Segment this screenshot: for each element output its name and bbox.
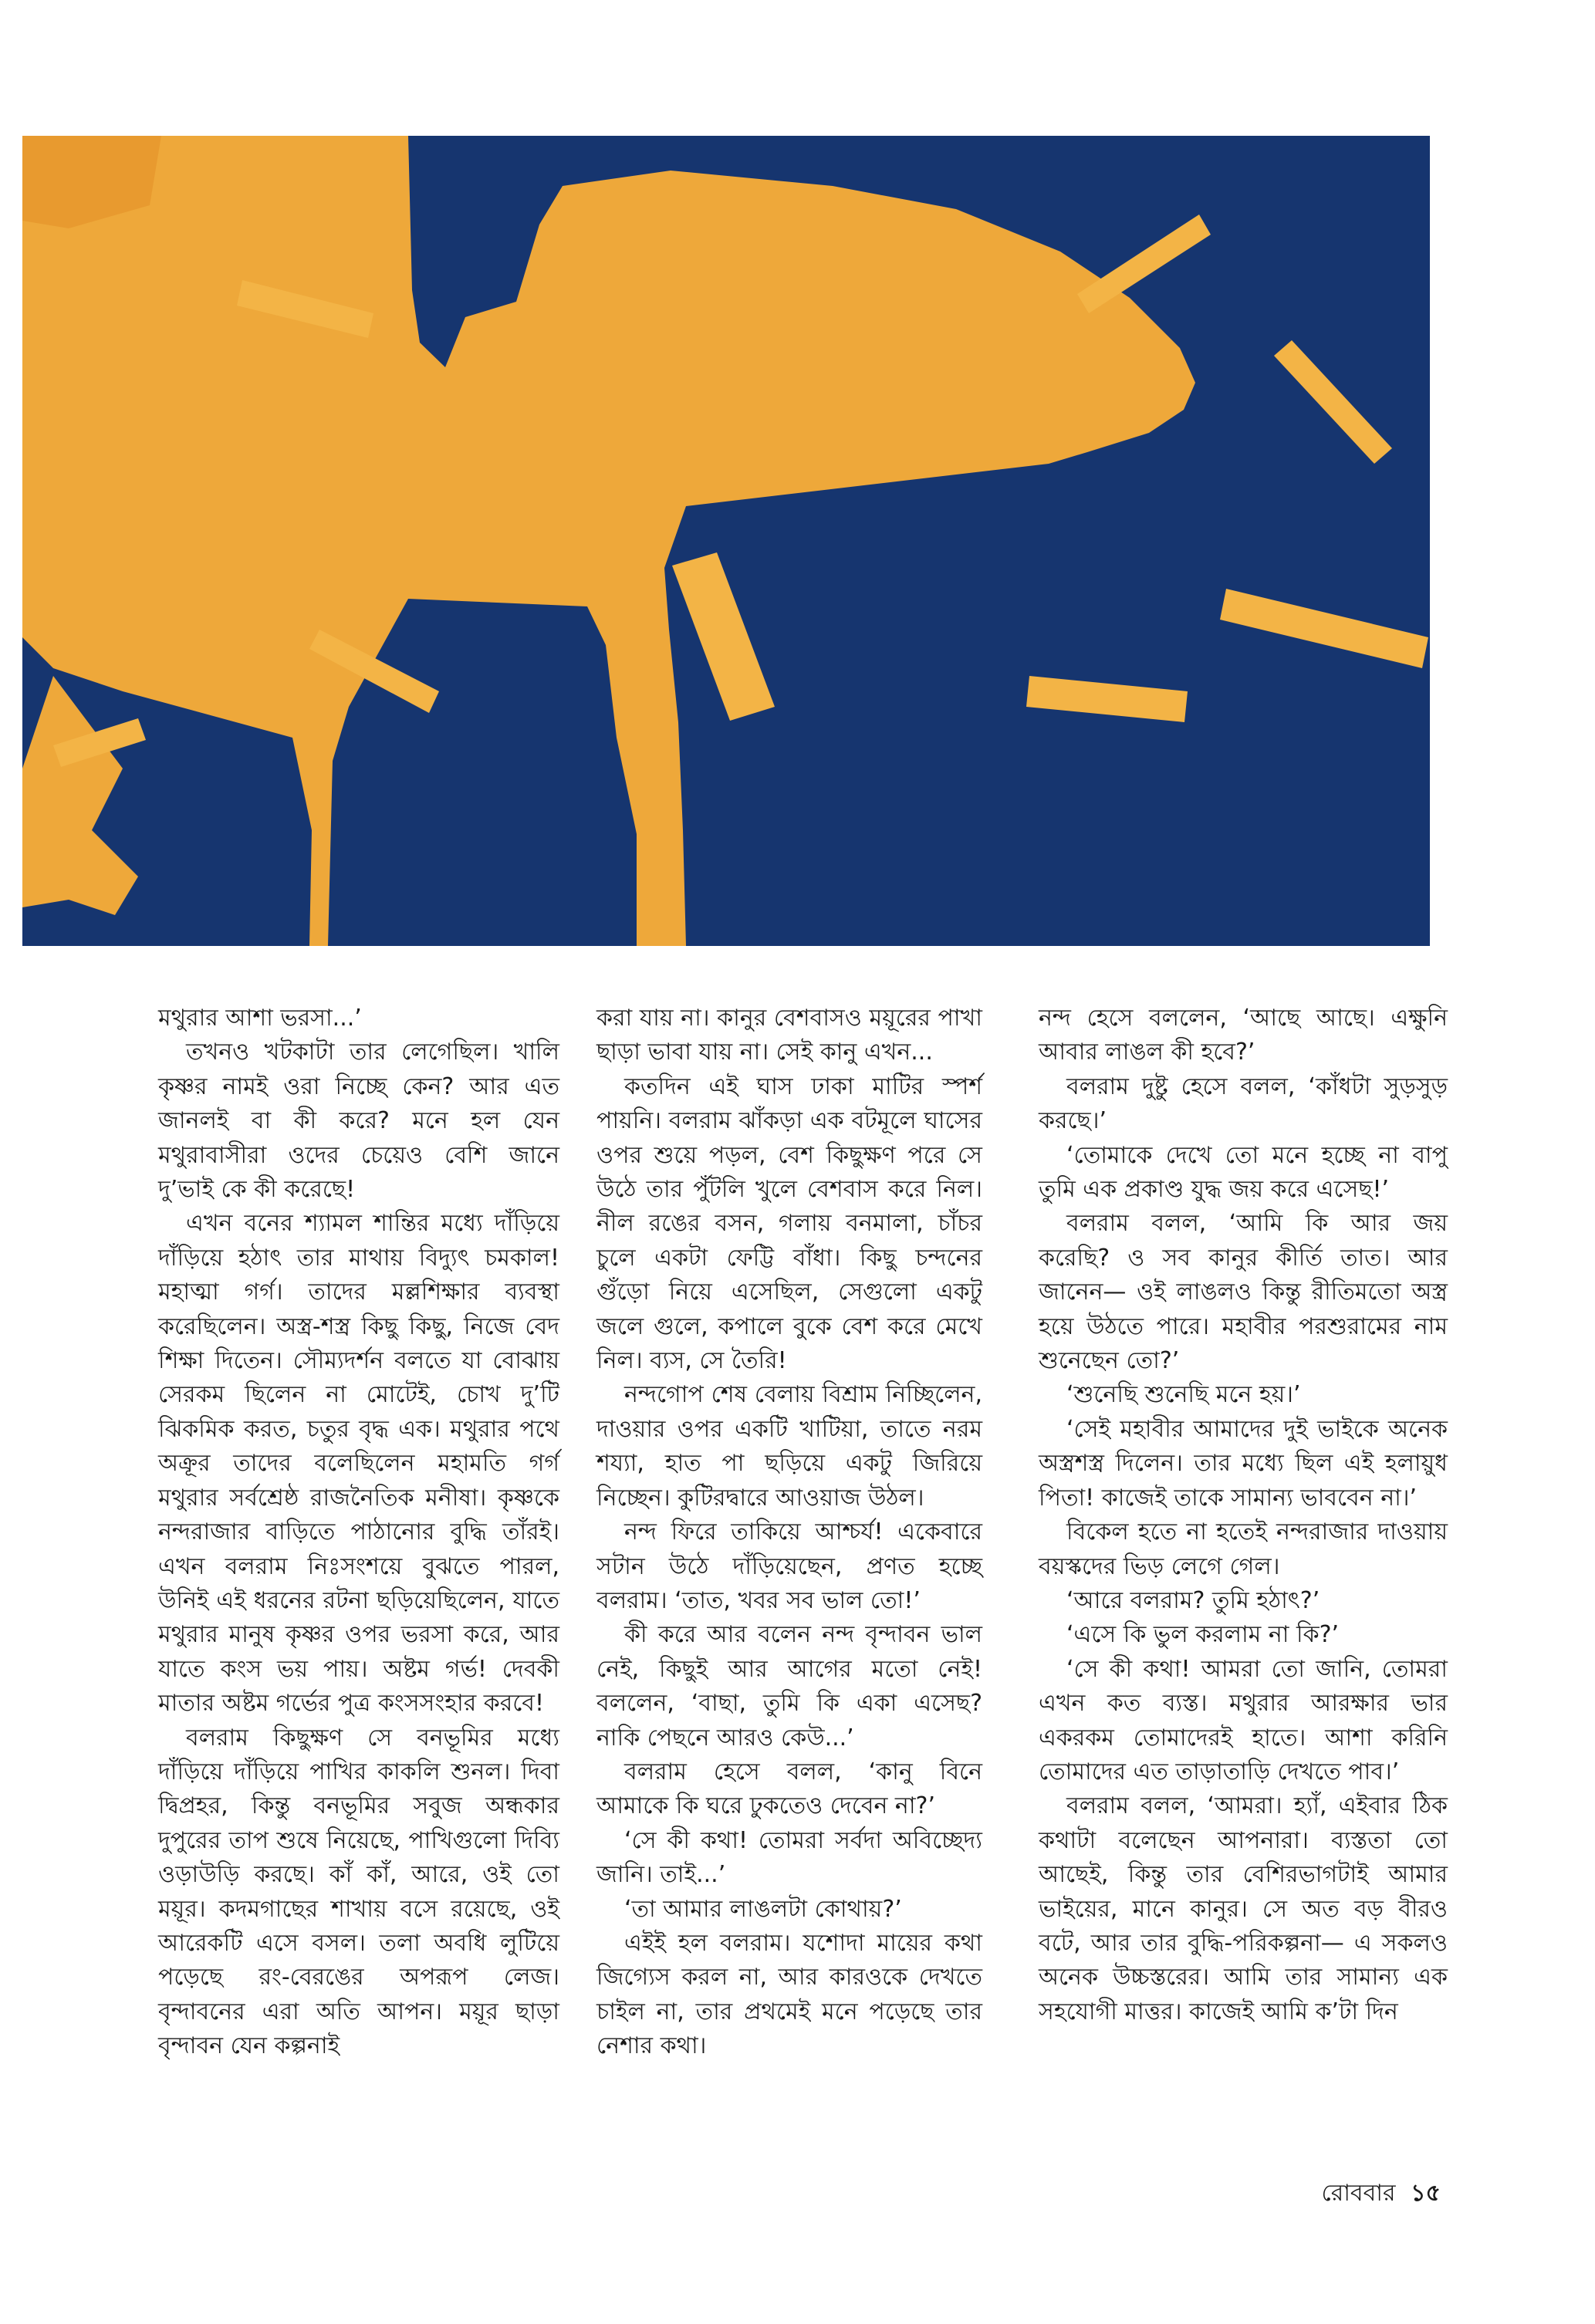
cover-illustration	[22, 136, 1430, 946]
article-paragraph: তখনও খটকাটা তার লেগেছিল। খালি কৃষ্ণর নামই ওরা নিচ্ছে কেন? আর এত জানলই বা কী করে? মনে হল যেন মথুরাবাসীরা ওদের চেয়েও বেশি জানে দু’ভাই কে কী করেছে!	[158, 1039, 559, 1204]
article-paragraph: ‘সে কী কথা! তোমরা সর্বদা অবিচ্ছেদ্য জানি। তাই...’	[596, 1826, 982, 1889]
article-paragraph: এইই হল বলরাম। যশোদা মায়ের কথা জিগ্যেস করল না, আর কারওকে দেখতে চাইল না, তার প্রথমেই মনে পড়েছে তার নেশার কথা।	[596, 1929, 982, 2060]
article-paragraph: করা যায় না। কানুর বেশবাসও ময়ূরের পাখা ছাড়া ভাবা যায় না। সেই কানু এখন...	[596, 1005, 982, 1066]
article-paragraph: ‘সে কী কথা! আমরা তো জানি, তোমরা এখন কত ব্যস্ত। মথুরার আরক্ষার ভার একরকম তোমাদেরই হাতে। আশা করিনি তোমাদের এত তাড়াতাড়ি দেখতে পাব।’	[1039, 1655, 1448, 1785]
page-footer	[1322, 2174, 1441, 2214]
article-paragraph: বিকেল হতে না হতেই নন্দরাজার দাওয়ায় বয়স্কদের ভিড় লেগে গেল।	[1039, 1518, 1448, 1580]
article-paragraph: মথুরার আশা ভরসা...’	[158, 1005, 362, 1032]
article-paragraph: বলরাম দুষ্টু হেসে বলল, ‘কাঁধটা সুড়সুড় করছে।’	[1039, 1072, 1448, 1135]
article-paragraph: বলরাম বলল, ‘আমরা। হ্যাঁ, এইবার ঠিক কথাটা বলেছেন আপনারা। ব্যস্ততা তো আছেই, কিন্তু তার বেশিরভাগটাই আমার ভাইয়ের, মানে কানুর। সে অত বড় বীরও বটে, আর তার বুদ্ধি-পরিকল্পনা— এ সকলও অনেক উচ্চস্তরের। আমি তার সামান্য এক সহযোগী মাত্তর। কাজেই আমি ক’টা দিন	[1039, 1792, 1448, 2025]
article-paragraph: ‘শুনেছি শুনেছি মনে হয়।’	[1066, 1381, 1301, 1409]
article-paragraph: ‘তোমাকে দেখে তো মনে হচ্ছে না বাপু তুমি এক প্রকাণ্ড যুদ্ধ জয় করে এসেছ!’	[1039, 1141, 1448, 1204]
article-column-1	[158, 1002, 559, 2064]
article-paragraph: বলরাম হেসে বলল, ‘কানু বিনে আমাকে কি ঘরে ঢুকতেও দেবেন না?’	[596, 1758, 982, 1820]
article-paragraph: বলরাম বলল, ‘আমি কি আর জয় করেছি? ও সব কানুর কীর্তি তাত। আর জানেন— ওই লাঙলও কিন্তু রীতিমতো অস্ত্র হয়ে উঠতে পারে। মহাবীর পরশুরামের নাম শুনেছেন তো?’	[1039, 1210, 1448, 1375]
article-paragraph: নন্দ হেসে বললেন, ‘আছে আছে। এক্ষুনি আবার লাঙল কী হবে?’	[1039, 1005, 1448, 1066]
article-paragraph: ‘আরে বলরাম? তুমি হঠাৎ?’	[1066, 1586, 1320, 1614]
article-paragraph: এখন বনের শ্যামল শান্তির মধ্যে দাঁড়িয়ে দাঁড়িয়ে হঠাৎ তার মাথায় বিদ্যুৎ চমকাল! মহাত্মা গর্গ। তাদের মল্লশিক্ষার ব্যবস্থা করেছিলেন। অস্ত্র-শস্ত্র কিছু কিছু, নিজে বেদ শিক্ষা দিতেন। সৌম্যদর্শন বলতে যা বোঝায় সেরকম ছিলেন না মোটেই, চোখ দু’টি ঝিকমিক করত, চতুর বৃদ্ধ এক। মথুরার পথে অক্রূর তাদের বলেছিলেন মহামতি গর্গ মথুরার সর্বশ্রেষ্ঠ রাজনৈতিক মনীষা। কৃষ্ণকে নন্দরাজার বাড়িতে পাঠানোর বুদ্ধি তাঁরই। এখন বলরাম নিঃসংশয়ে বুঝতে পারল, উনিই এই ধরনের রটনা ছড়িয়েছিলেন, যাতে মথুরার মানুষ কৃষ্ণর ওপর ভরসা করে, আর যাতে কংস ভয় পায়। অষ্টম গর্ভ! দেবকী মাতার অষ্টম গর্ভের পুত্র কংসসংহার করবে!	[158, 1210, 559, 1718]
article-paragraph: কতদিন এই ঘাস ঢাকা মাটির স্পর্শ পায়নি। বলরাম ঝাঁকড়া এক বটমূলে ঘাসের ওপর শুয়ে পড়ল, বেশ কিছুক্ষণ পরে সে উঠে তার পুঁটলি খুলে বেশবাস করে নিল। নীল রঙের বসন, গলায় বনমালা, চাঁচর চুলে একটা ফেট্টি বাঁধা। কিছু চন্দনের গুঁড়ো নিয়ে এসেছিল, সেগুলো একটু জলে গুলে, কপালে বুকে বেশ করে মেখে নিল। ব্যস, সে তৈরি!	[596, 1072, 982, 1375]
paper-cutout-art	[22, 136, 1430, 946]
article-column-2	[596, 1002, 982, 2064]
article-paragraph: ‘তা আমার লাঙলটা কোথায়?’	[624, 1895, 902, 1923]
article-paragraph: নন্দগোপ শেষ বেলায় বিশ্রাম নিচ্ছিলেন, দাওয়ার ওপর একটি খাটিয়া, তাতে নরম শয্যা, হাত পা ছড়িয়ে একটু জিরিয়ে নিচ্ছেন। কুটিরদ্বারে আওয়াজ উঠল।	[596, 1381, 982, 1512]
article-paragraph: বলরাম কিছুক্ষণ সে বনভূমির মধ্যে দাঁড়িয়ে দাঁড়িয়ে পাখির কাকলি শুনল। দিবা দ্বিপ্রহর, কিন্তু বনভূমির সবুজ অন্ধকার দুপুরের তাপ শুষে নিয়েছে, পাখিগুলো দিব্যি ওড়াউড়ি করছে। কাঁ কাঁ, আরে, ওই তো ময়ূর। কদমগাছের শাখায় বসে রয়েছে, ওই আরেকটি এসে বসল। তলা অবধি লুটিয়ে পড়েছে রং-বেরঙের অপরূপ লেজ। বৃন্দাবনের এরা অতি আপন। ময়ূর ছাড়া বৃন্দাবন যেন কল্পনাই	[158, 1724, 559, 2060]
article-paragraph: ‘এসে কি ভুল করলাম না কি?’	[1066, 1621, 1340, 1649]
magazine-name: রোববার	[1321, 2180, 1396, 2207]
article-column-3	[1039, 1002, 1448, 2029]
article-paragraph: ‘সেই মহাবীর আমাদের দুই ভাইকে অনেক অস্ত্রশস্ত্র দিলেন। তার মধ্যে ছিল এই হলায়ুধ পিতা! কাজেই তাকে সামান্য ভাববেন না।’	[1039, 1415, 1448, 1512]
page-number: ১৫	[1411, 2180, 1441, 2207]
article-paragraph: কী করে আর বলেন নন্দ বৃন্দাবন ভাল নেই, কিছুই আর আগের মতো নেই! বললেন, ‘বাছা, তুমি কি একা এসেছ? নাকি পেছনে আরও কেউ...’	[596, 1621, 982, 1751]
article-paragraph: নন্দ ফিরে তাকিয়ে আশ্চর্য! একেবারে সটান উঠে দাঁড়িয়েছেন, প্রণত হচ্ছে বলরাম। ‘তাত, খবর সব ভাল তো!’	[596, 1518, 982, 1614]
